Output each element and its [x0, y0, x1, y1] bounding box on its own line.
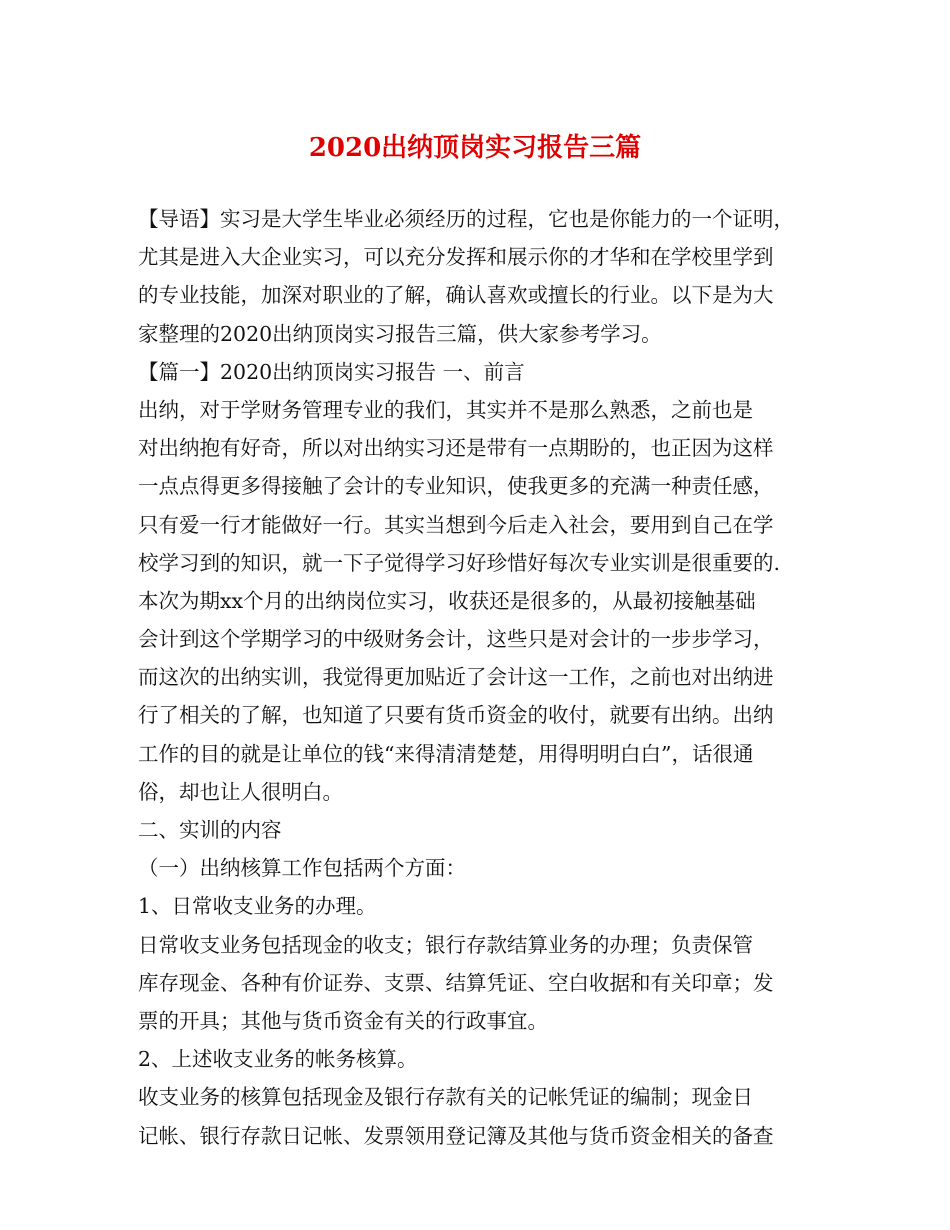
text-line: 工作的目的就是让单位的钱“来得清清楚楚，用得明明白白”，话很通 — [138, 741, 754, 766]
list-item-heading: 1、日常收支业务的办理。 — [138, 894, 377, 919]
text-line: 而这次的出纳实训，我觉得更加贴近了会计这一工作，之前也对出纳进 — [138, 665, 774, 690]
section-heading: 二、实训的内容 — [138, 818, 282, 842]
text-line: 出纳，对于学财务管理专业的我们，其实并不是那么熟悉，之前也是 — [138, 397, 753, 422]
text-line: 【导语】实习是大学生毕业必须经历的过程，它也是你能力的一个证明， — [138, 207, 794, 231]
list-item-heading: 2、上述收支业务的帐务核算。 — [138, 1047, 418, 1072]
document-title: 2020出纳顶岗实习报告三篇 — [308, 133, 642, 163]
text-line: 本次为期xx个月的出纳岗位实习，收获还是很多的，从最初接触基础 — [138, 588, 756, 613]
text-line: 一点点得更多得接触了会计的专业知识，使我更多的充满一种责任感， — [138, 474, 774, 499]
text-line: 票的开具；其他与货币资金有关的行政事宜。 — [138, 1008, 548, 1033]
text-line: 库存现金、各种有价证券、支票、结算凭证、空白收据和有关印章；发 — [138, 970, 774, 995]
document-body — [138, 200, 818, 1155]
text-line: 家整理的2020出纳顶岗实习报告三篇，供大家参考学习。 — [138, 321, 662, 346]
text-line: 俗，却也让人很明白。 — [138, 779, 343, 804]
text-line: 行了相关的了解，也知道了只要有货币资金的收付，就要有出纳。出纳 — [138, 703, 774, 728]
subsection-heading: （一）出纳核算工作包括两个方面： — [138, 856, 466, 881]
text-line: 收支业务的核算包括现金及银行存款有关的记帐凭证的编制；现金日 — [138, 1085, 753, 1110]
text-line: 会计到这个学期学习的中级财务会计，这些只是对会计的一步步学习， — [138, 627, 774, 652]
text-line: 尤其是进入大企业实习，可以充分发挥和展示你的才华和在学校里学到 — [138, 245, 774, 270]
text-line: 记帐、银行存款日记帐、发票领用登记簿及其他与货币资金相关的备查 — [138, 1123, 774, 1148]
text-line: 对出纳抱有好奇，所以对出纳实习还是带有一点期盼的，也正因为这样 — [138, 436, 774, 461]
text-line: 只有爱一行才能做好一行。其实当想到今后走入社会，要用到自己在学 — [138, 512, 774, 537]
section-heading: 【篇一】2020出纳顶岗实习报告 一、前言 — [138, 359, 525, 384]
text-line: 校学习到的知识，就一下子觉得学习好珍惜好每次专业实训是很重要的. — [138, 550, 781, 575]
text-line: 日常收支业务包括现金的收支；银行存款结算业务的办理；负责保管 — [138, 932, 753, 957]
text-line: 的专业技能，加深对职业的了解，确认喜欢或擅长的行业。以下是为大 — [138, 283, 774, 308]
